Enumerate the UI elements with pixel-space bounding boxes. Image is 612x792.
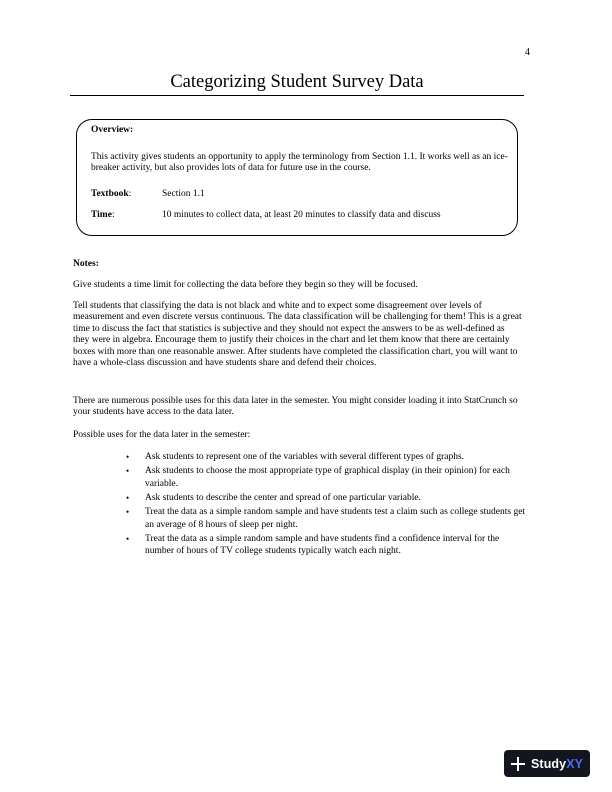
list-item-text: Ask students to choose the most appropriate type of graphical display (in their opinion) for each variable. <box>145 466 510 489</box>
notes-paragraph: Give students a time limit for collecting the data before they begin so they will be focused. <box>73 280 418 290</box>
title-divider <box>70 95 524 96</box>
plus-icon <box>510 756 526 772</box>
list-item <box>126 506 528 530</box>
textbook-value: Section 1.1 <box>162 189 205 199</box>
logo-text-accent: XY <box>566 756 584 771</box>
overview-heading: Overview: <box>91 125 134 135</box>
list-item-text: Treat the data as a simple random sample and have students test a claim such as college students get an average of 8 hours of sleep per night. <box>145 507 526 530</box>
bullet-icon: • <box>126 507 130 518</box>
time-colon: : <box>111 210 115 220</box>
overview-body: This activity gives students an opportunity to apply the terminology from Section 1.1. It works well as an ice-breaker activity, but also provides lots of data for future use in the course. <box>91 152 508 173</box>
uses-list <box>126 451 528 560</box>
bullet-icon: • <box>126 492 130 503</box>
overview-time-row <box>91 210 441 220</box>
time-value: 10 minutes to collect data, at least 20 minutes to classify data and discuss <box>162 210 441 220</box>
list-item <box>126 451 528 463</box>
textbook-label: Textbook <box>91 189 129 199</box>
list-item-text: Ask students to represent one of the variables with several different types of graphs. <box>145 452 465 462</box>
notes-paragraph: Tell students that classifying the data is not black and white and to expect some disagreement over levels of measurement and even discrete versus continuous. The data classification will be challenging for them! This is a great time to discuss the fact that statistics is subjective and they should not expect the answers to be as well-defined as they were in algebra. Encourage them to justify their choices in the chart and let them know that there are certainly boxes with more than one reasonable answer. After students have completed the classification chart, you will want to have a whole-class discussion and have students share and defend their choices. <box>73 301 522 369</box>
time-label: Time <box>91 210 112 220</box>
notes-heading: Notes: <box>73 259 99 269</box>
logo-wordmark <box>531 757 583 771</box>
bullet-icon: • <box>126 452 130 462</box>
notes-paragraph: Possible uses for the data later in the semester: <box>73 430 251 440</box>
bullet-icon: • <box>126 466 130 477</box>
studyxy-logo[interactable] <box>504 750 590 777</box>
page-title: Categorizing Student Survey Data <box>170 72 424 92</box>
logo-text-main: Study <box>531 756 567 771</box>
notes-paragraph: There are numerous possible uses for this data later in the semester. You might consider loading it into StatCrunch so your students have access to the data later. <box>73 396 518 418</box>
textbook-colon: : <box>128 189 132 199</box>
overview-textbook-row <box>91 189 205 199</box>
list-item <box>126 465 528 489</box>
list-item <box>126 533 528 557</box>
bullet-icon: • <box>126 533 130 544</box>
list-item <box>126 492 528 504</box>
page-number: 4 <box>525 47 530 58</box>
list-item-text: Ask students to describe the center and spread of one particular variable. <box>145 492 421 503</box>
list-item-text: Treat the data as a simple random sample and have students find a confidence interval for the number of hours of TV college students typically watch each night. <box>145 533 500 557</box>
